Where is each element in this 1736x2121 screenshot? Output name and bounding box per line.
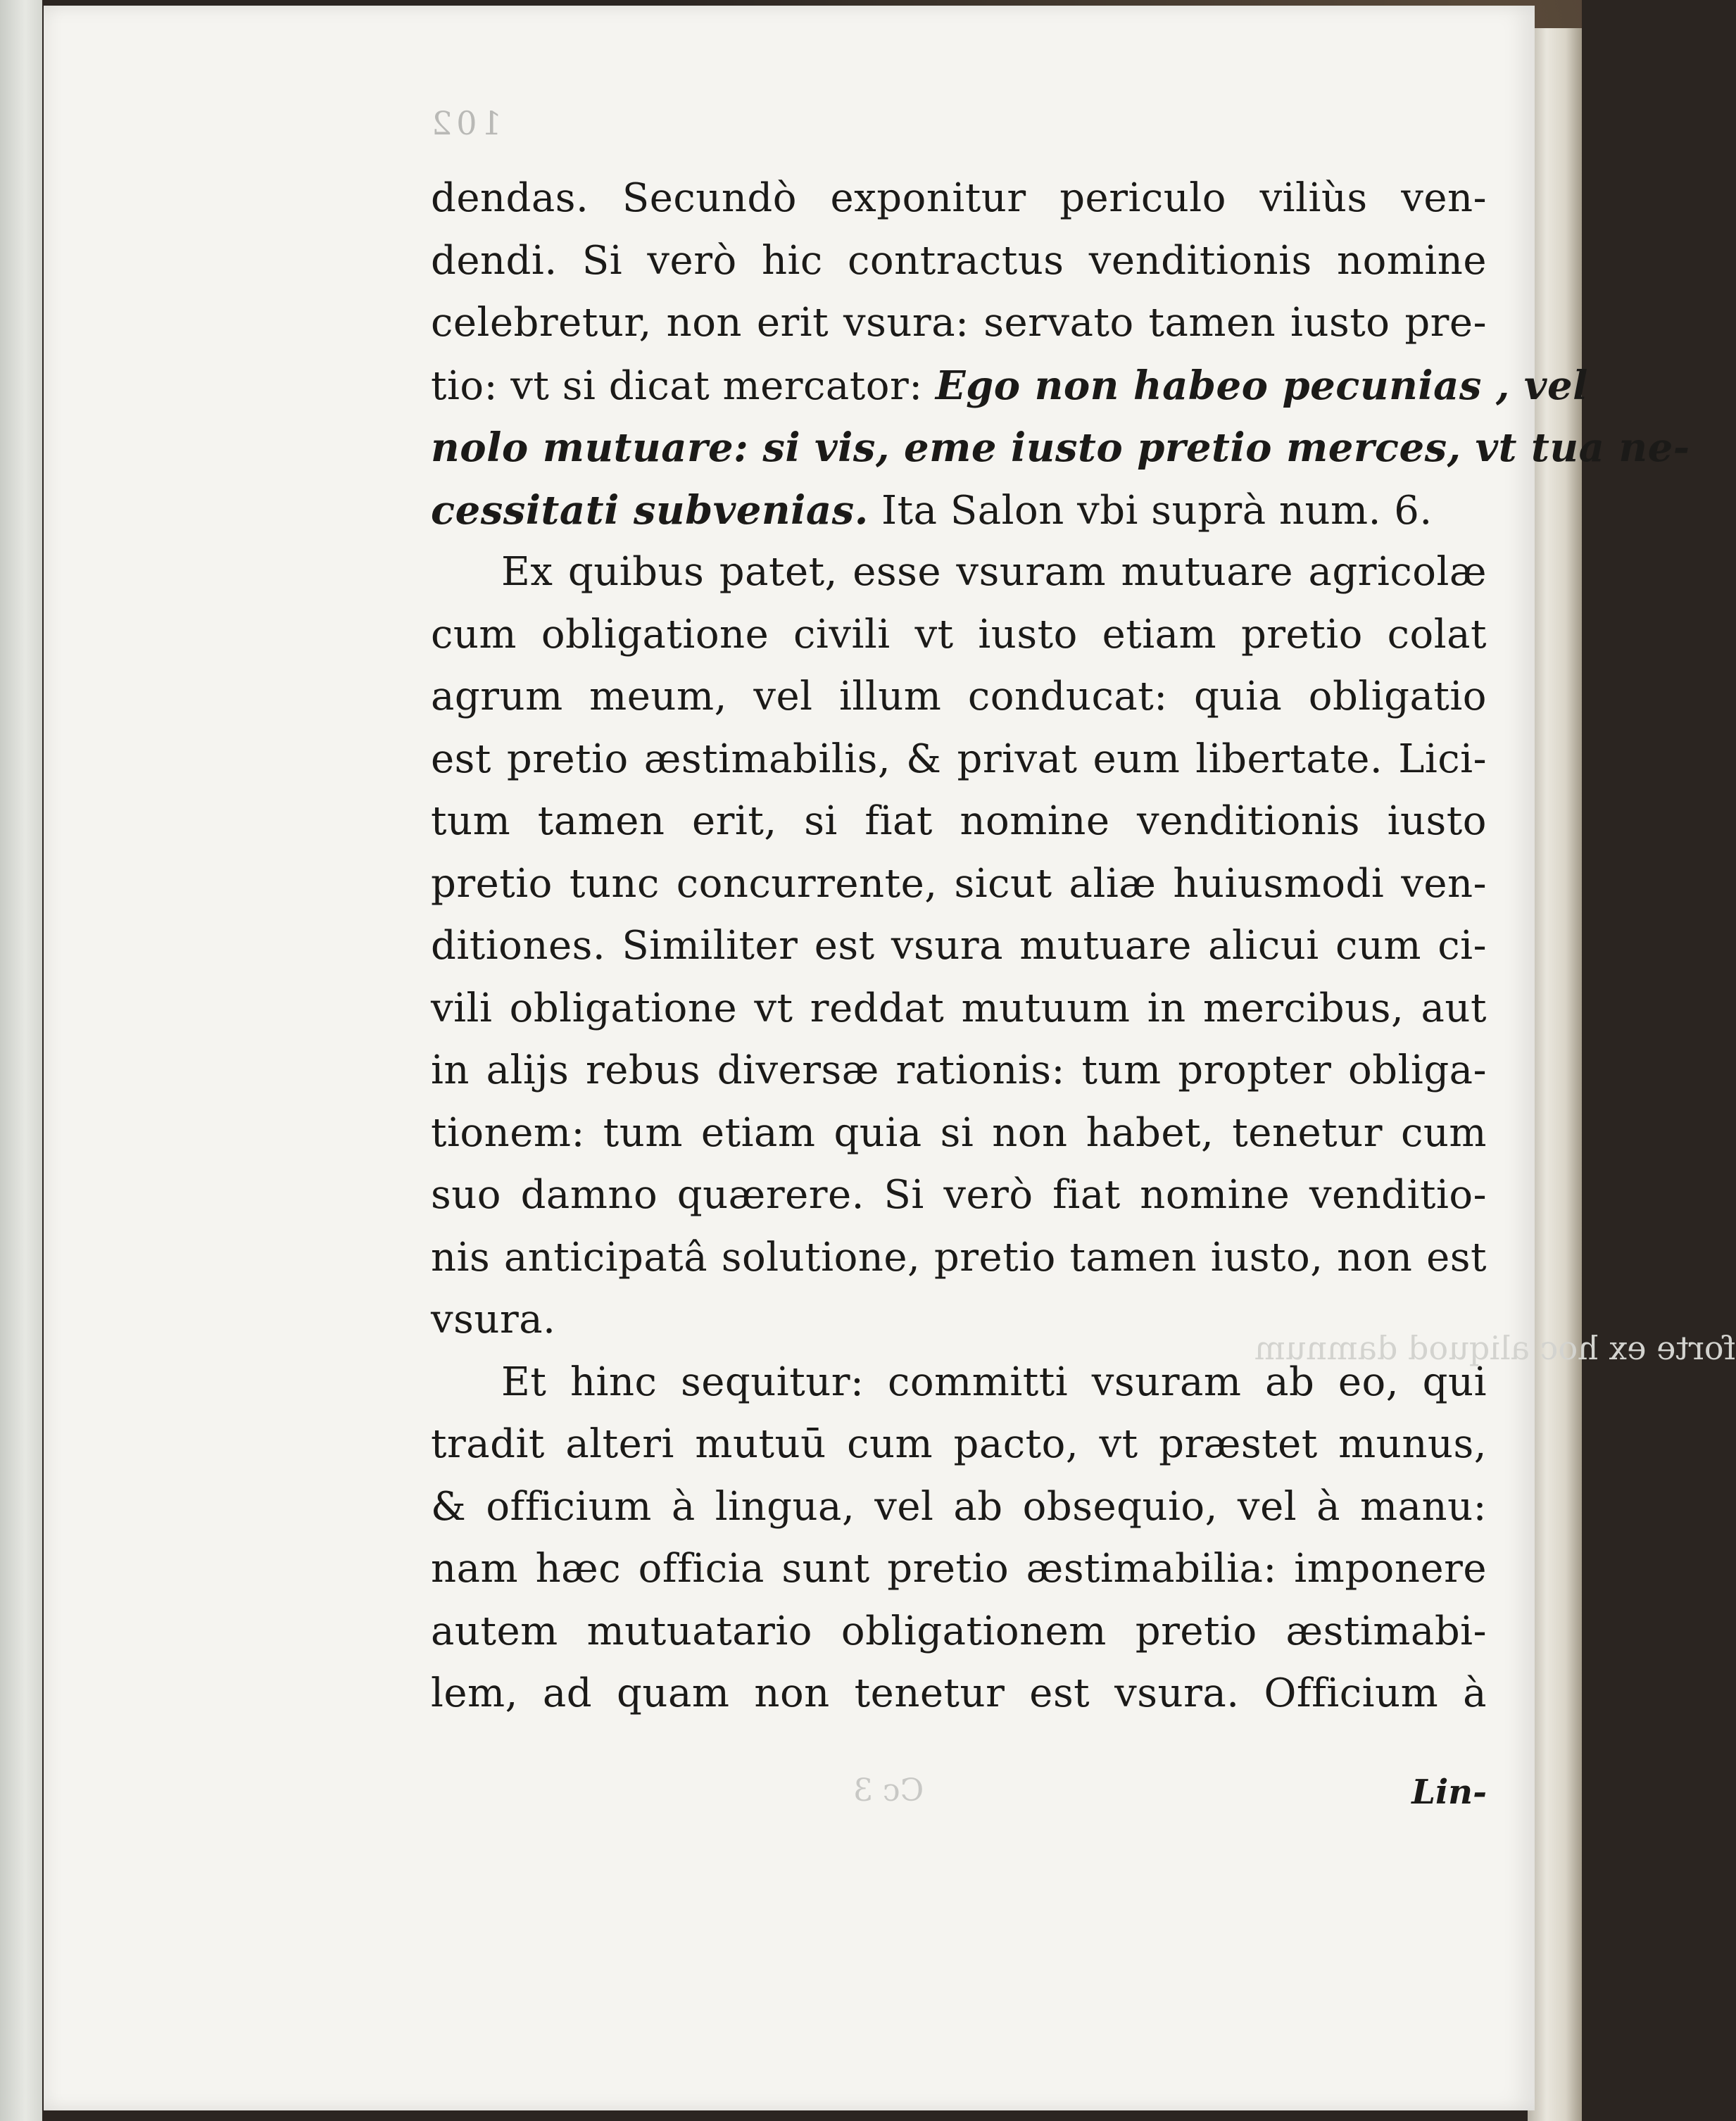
text-line (431, 1040, 1487, 1102)
line-text: suo damno quærere. Si verò fiat nomine venditio- (431, 1172, 1487, 1218)
line-text: est pretio æstimabilis, & privat eum libertate. Lici- (431, 736, 1487, 782)
text-line (431, 1164, 1487, 1227)
text-line (431, 1538, 1487, 1601)
line-text: nam hæc officia sunt pretio æstimabilia: imponere (431, 1546, 1487, 1592)
line-text: Ex quibus patet, esse vsuram mutuare agricolæ (501, 549, 1487, 595)
line-text-roman: tio: vt si dicat mercator: (431, 363, 936, 409)
text-line (431, 915, 1487, 978)
line-text: tum tamen erit, si fiat nomine venditionis iusto (431, 798, 1487, 844)
catchword: Lin- (1411, 1773, 1487, 1812)
line-text: Et hinc sequitur: committi vsuram ab eo, qui (501, 1359, 1487, 1405)
text-line (431, 1352, 1487, 1414)
line-text: vsura. (431, 1297, 556, 1342)
following-pages-edge (1528, 28, 1582, 2121)
line-text: lem, ad quam non tenetur est vsura. Officium à (431, 1670, 1487, 1716)
text-line (431, 978, 1487, 1040)
line-text-italic: nolo mutuare: si vis, eme iusto pretio merces, vt tua ne- (431, 424, 1690, 471)
text-line (431, 1289, 1487, 1352)
line-text: cum obligatione civili vt iusto etiam pretio colat (431, 611, 1487, 657)
text-line (431, 604, 1487, 667)
bleed-through-text: forte ex hoc aliquod damnum (1254, 1329, 1736, 1367)
line-text: vili obligatione vt reddat mutuum in mercibus, aut (431, 985, 1487, 1031)
text-line (431, 1102, 1487, 1165)
line-text: ditiones. Similiter est vsura mutuare alicui cum ci- (431, 923, 1487, 969)
line-text: dendas. Secundò exponitur periculo viliùs ven- (431, 175, 1487, 221)
line-text: tionem: tum etiam quia si non habet, tenetur cum (431, 1109, 1487, 1156)
previous-page-edge (0, 0, 42, 2121)
text-line (431, 541, 1487, 604)
text-line (431, 230, 1487, 293)
line-text: nis anticipatâ solutione, pretio tamen iusto, non est (431, 1234, 1487, 1280)
text-line (431, 1227, 1487, 1290)
text-line (431, 1663, 1487, 1725)
book-page (44, 6, 1736, 2110)
line-text: celebretur, non erit vsura: servato tamen iusto pre- (431, 300, 1487, 346)
text-line (431, 1414, 1487, 1476)
text-line (431, 1601, 1487, 1663)
text-line (431, 168, 1487, 230)
line-text: & officium à lingua, vel ab obsequio, vel à manu: (431, 1483, 1487, 1530)
text-line (431, 853, 1487, 916)
text-line (431, 292, 1487, 355)
page-number: 102 (427, 104, 502, 142)
text-line (431, 1476, 1487, 1539)
line-text: tradit alteri mutuū cum pacto, vt præstet munus, (431, 1421, 1487, 1467)
text-line (431, 729, 1487, 791)
line-text: agrum meum, vel illum conducat: quia obligatio (431, 674, 1487, 719)
line-text-italic: cessitati subvenias. (431, 486, 869, 534)
line-text: dendi. Si verò hic contractus venditionis nomine (431, 237, 1487, 284)
line-text: pretio tunc concurrente, sicut aliæ huiusmodi ven- (431, 860, 1487, 907)
text-line (431, 479, 1487, 542)
line-text: in alijs rebus diversæ rationis: tum propter obliga- (431, 1047, 1487, 1093)
line-text-italic: Ego non habeo pecunias , vel (935, 362, 1588, 409)
text-line (431, 791, 1487, 853)
line-text: autem mutuatario obligationem pretio æstimabi- (431, 1608, 1487, 1654)
line-text-roman: Ita Salon vbi suprà num. 6. (868, 487, 1433, 534)
text-line (431, 417, 1690, 479)
signature-mark: Cc 3 (853, 1773, 924, 1808)
text-line (431, 666, 1487, 729)
text-line (431, 355, 1588, 417)
page-footer (431, 1773, 1487, 1829)
